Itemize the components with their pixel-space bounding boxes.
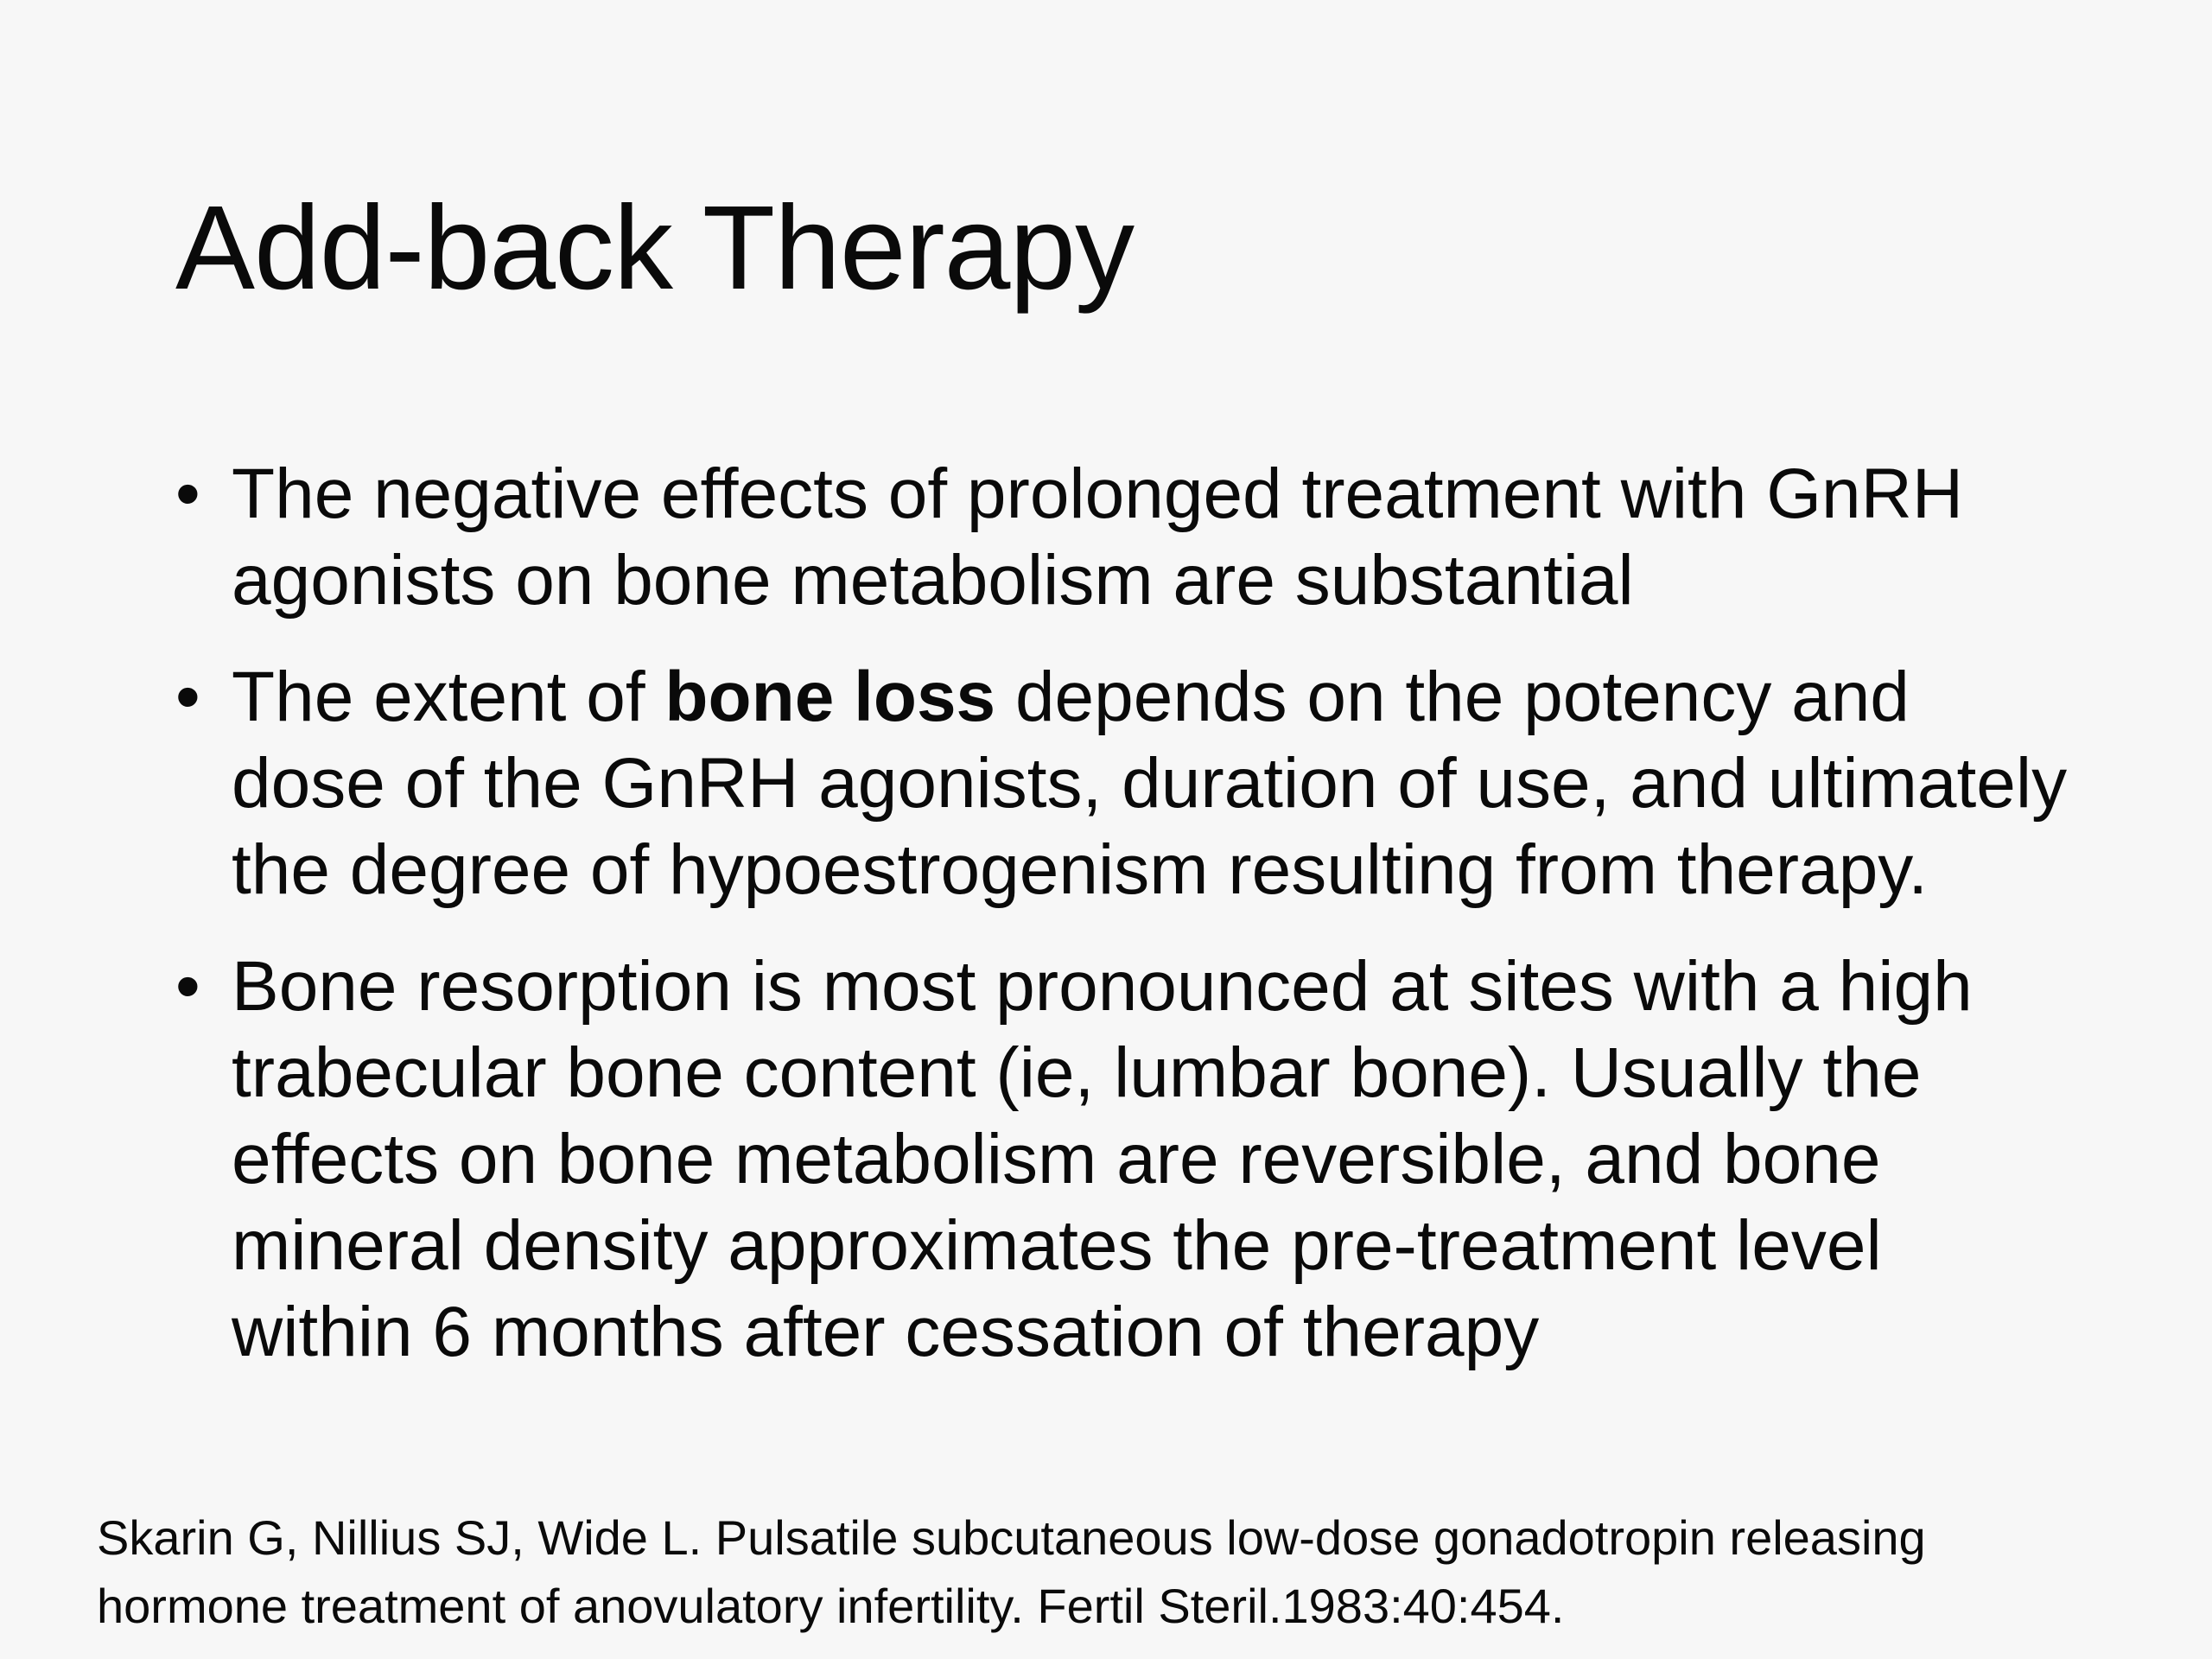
bullet-marker: • xyxy=(175,947,200,1026)
bullet-marker: • xyxy=(175,658,200,736)
bullet-text: Bone resorption is most pronounced at sites with a high trabecular bone content (ie, lumbar bone). Usually the effects on bone metabolism are reversible, and bone mineral density approximates the pre-treatment level within 6 months after cessation of therapy xyxy=(232,947,1973,1371)
bullet-text-bold: bone loss xyxy=(664,658,996,736)
bullet-text-after: depends on the potency and dose of the GnRH agonists, duration of use, and ultimately the degree of hypoestrogenism resulting from therapy. xyxy=(232,658,2068,909)
reference-citation: Skarin G, Nillius SJ, Wide L. Pulsatile subcutaneous low-dose gonadotropin releasing hormone treatment of anovulatory infertility. Fertil Steril.1983:40:454. xyxy=(97,1510,1926,1633)
bullet-text-before: The extent of xyxy=(232,658,665,736)
bullet-item-2 xyxy=(175,654,2076,913)
bullet-item-3 xyxy=(175,944,2076,1376)
bullet-item-1 xyxy=(175,451,2076,624)
bullet-text: The negative effects of prolonged treatment with GnRH agonists on bone metabolism are substantial xyxy=(232,454,1964,620)
bullet-marker: • xyxy=(175,454,200,533)
bullet-list xyxy=(175,451,2076,1406)
slide-title: Add-back Therapy xyxy=(175,181,1135,315)
